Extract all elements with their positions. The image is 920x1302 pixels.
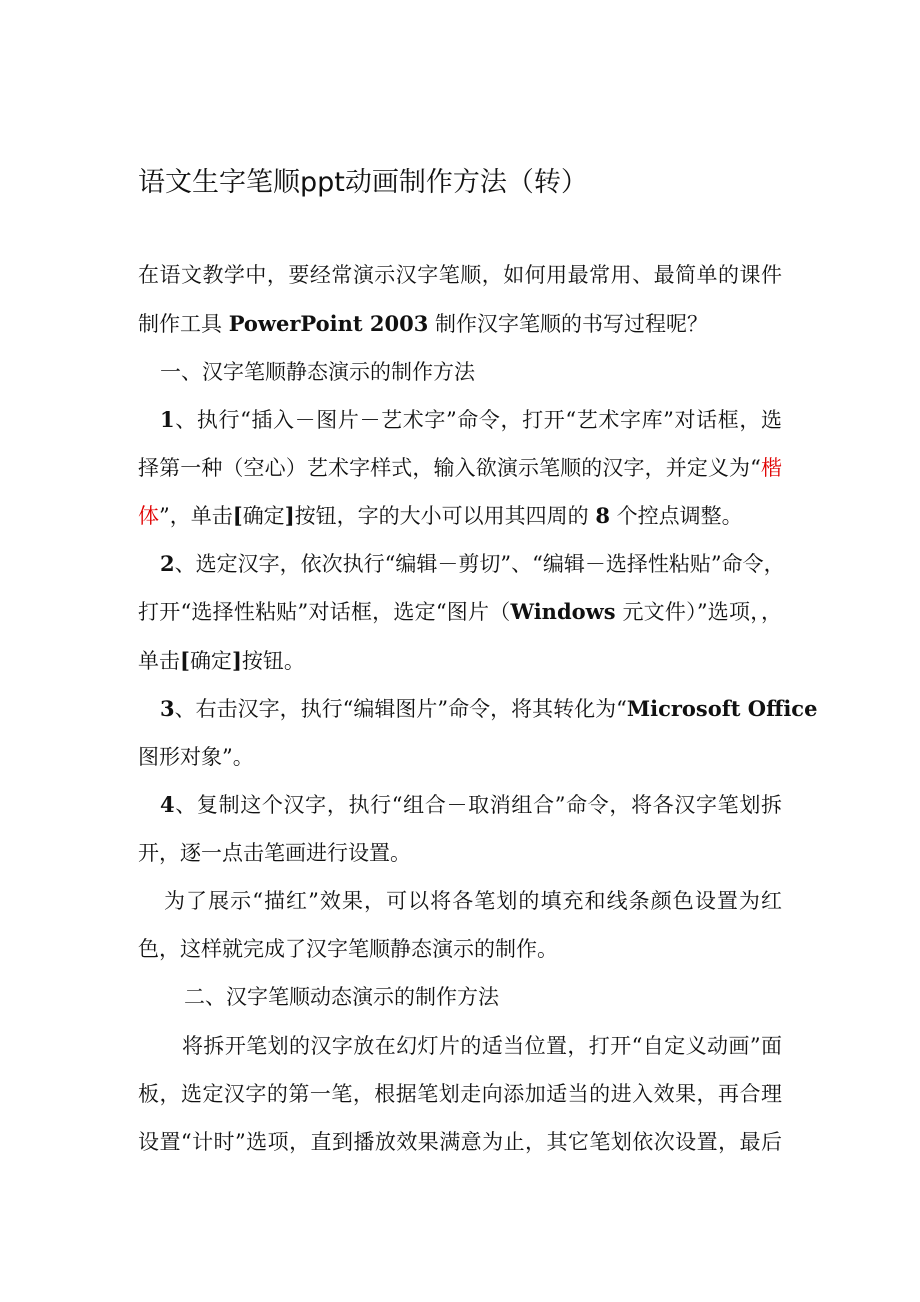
paragraph-text: 设置“计时”选项，直到播放效果满意为止，其它笔划依次设置，最后 xyxy=(138,1130,782,1154)
section2-line-2 xyxy=(138,1079,782,1109)
step-text: 、右击汉字，执行“编辑图片”命令，将其转化为“ xyxy=(174,697,627,721)
step-text: 打开“选择性粘贴”对话框，选定“图片（ xyxy=(138,600,511,624)
intro-text: 制作汉字笔顺的书写过程呢？ xyxy=(428,312,709,336)
bracket: ] xyxy=(231,648,242,673)
step3-line-2 xyxy=(138,742,254,772)
closing-line-1 xyxy=(164,886,782,916)
closing-text: 色，这样就完成了汉字笔顺静态演示的制作。 xyxy=(138,937,558,961)
control-point-count: 8 xyxy=(595,503,610,528)
step-text: 元文件）”选项，， xyxy=(615,600,782,624)
paragraph-text: 将拆开笔划的汉字放在幻灯片的适当位置，打开“自定义动画”面 xyxy=(182,1034,782,1058)
step-text: 确定 xyxy=(242,504,285,528)
step-number: 2 xyxy=(160,551,175,576)
step4-line-1 xyxy=(160,790,782,820)
closing-text: 为了展示“描红”效果，可以将各笔划的填充和线条颜色设置为红 xyxy=(164,889,782,913)
step-text: 图形对象”。 xyxy=(138,745,254,769)
document-title: 语文生字笔顺ppt动画制作方法（转） xyxy=(138,167,588,198)
intro-line-2 xyxy=(138,309,708,339)
windows-text: Windows xyxy=(510,599,616,624)
step-number: 3 xyxy=(160,696,175,721)
section2-heading: 二、汉字笔顺动态演示的制作方法 xyxy=(184,985,499,1009)
bracket: [ xyxy=(232,503,243,528)
step-text: 择第一种（空心）艺术字样式，输入欲演示笔顺的汉字，并定义为“ xyxy=(138,456,761,480)
bracket: ] xyxy=(284,503,295,528)
step1-line-2 xyxy=(138,453,782,483)
step2-line-3 xyxy=(138,646,305,676)
step2-line-2 xyxy=(138,597,782,627)
step4-line-2 xyxy=(138,838,411,868)
bracket: [ xyxy=(180,648,190,673)
step-text: 个控点调整。 xyxy=(609,504,743,528)
intro-text: 在语文教学中，要经常演示汉字笔顺，如何用最常用、最简单的课件 xyxy=(138,263,782,287)
microsoft-office-text: Microsoft Office xyxy=(626,696,818,721)
intro-line-1 xyxy=(138,260,782,290)
step-number: 1 xyxy=(160,407,175,432)
step-text: 确定 xyxy=(189,649,232,673)
section2-line-1 xyxy=(182,1031,782,1061)
step-text: 按钮，字的大小可以用其四周的 xyxy=(294,504,596,528)
highlight-text: 体 xyxy=(138,504,159,528)
highlight-text: 楷 xyxy=(760,456,782,480)
section1-heading: 一、汉字笔顺静态演示的制作方法 xyxy=(160,360,475,384)
step-text: 单击 xyxy=(138,649,180,673)
intro-product-name: PowerPoint 2003 xyxy=(228,311,429,336)
closing-line-2 xyxy=(138,934,558,964)
step-number: 4 xyxy=(160,792,175,817)
paragraph-text: 板，选定汉字的第一笔，根据笔划走向添加适当的进入效果，再合理 xyxy=(138,1082,782,1106)
step1-line-3 xyxy=(138,501,743,531)
step-text: 、复制这个汉字，执行“组合－取消组合”命令，将各汉字笔划拆 xyxy=(174,793,782,817)
step1-line-1 xyxy=(160,405,782,435)
step2-line-1 xyxy=(160,549,785,579)
intro-text: 制作工具 xyxy=(138,312,229,336)
step-text: 按钮。 xyxy=(241,649,305,673)
section2-line-3 xyxy=(138,1127,782,1157)
step-text: 、执行“插入－图片－艺术字”命令，打开“艺术字库”对话框，选 xyxy=(174,408,782,432)
step-text: 开，逐一点击笔画进行设置。 xyxy=(138,841,411,865)
step3-line-1 xyxy=(160,694,818,724)
step-text: ”，单击 xyxy=(159,504,233,528)
step-text: 、选定汉字，依次执行“编辑－剪切”、“编辑－选择性粘贴”命令， xyxy=(174,552,785,576)
